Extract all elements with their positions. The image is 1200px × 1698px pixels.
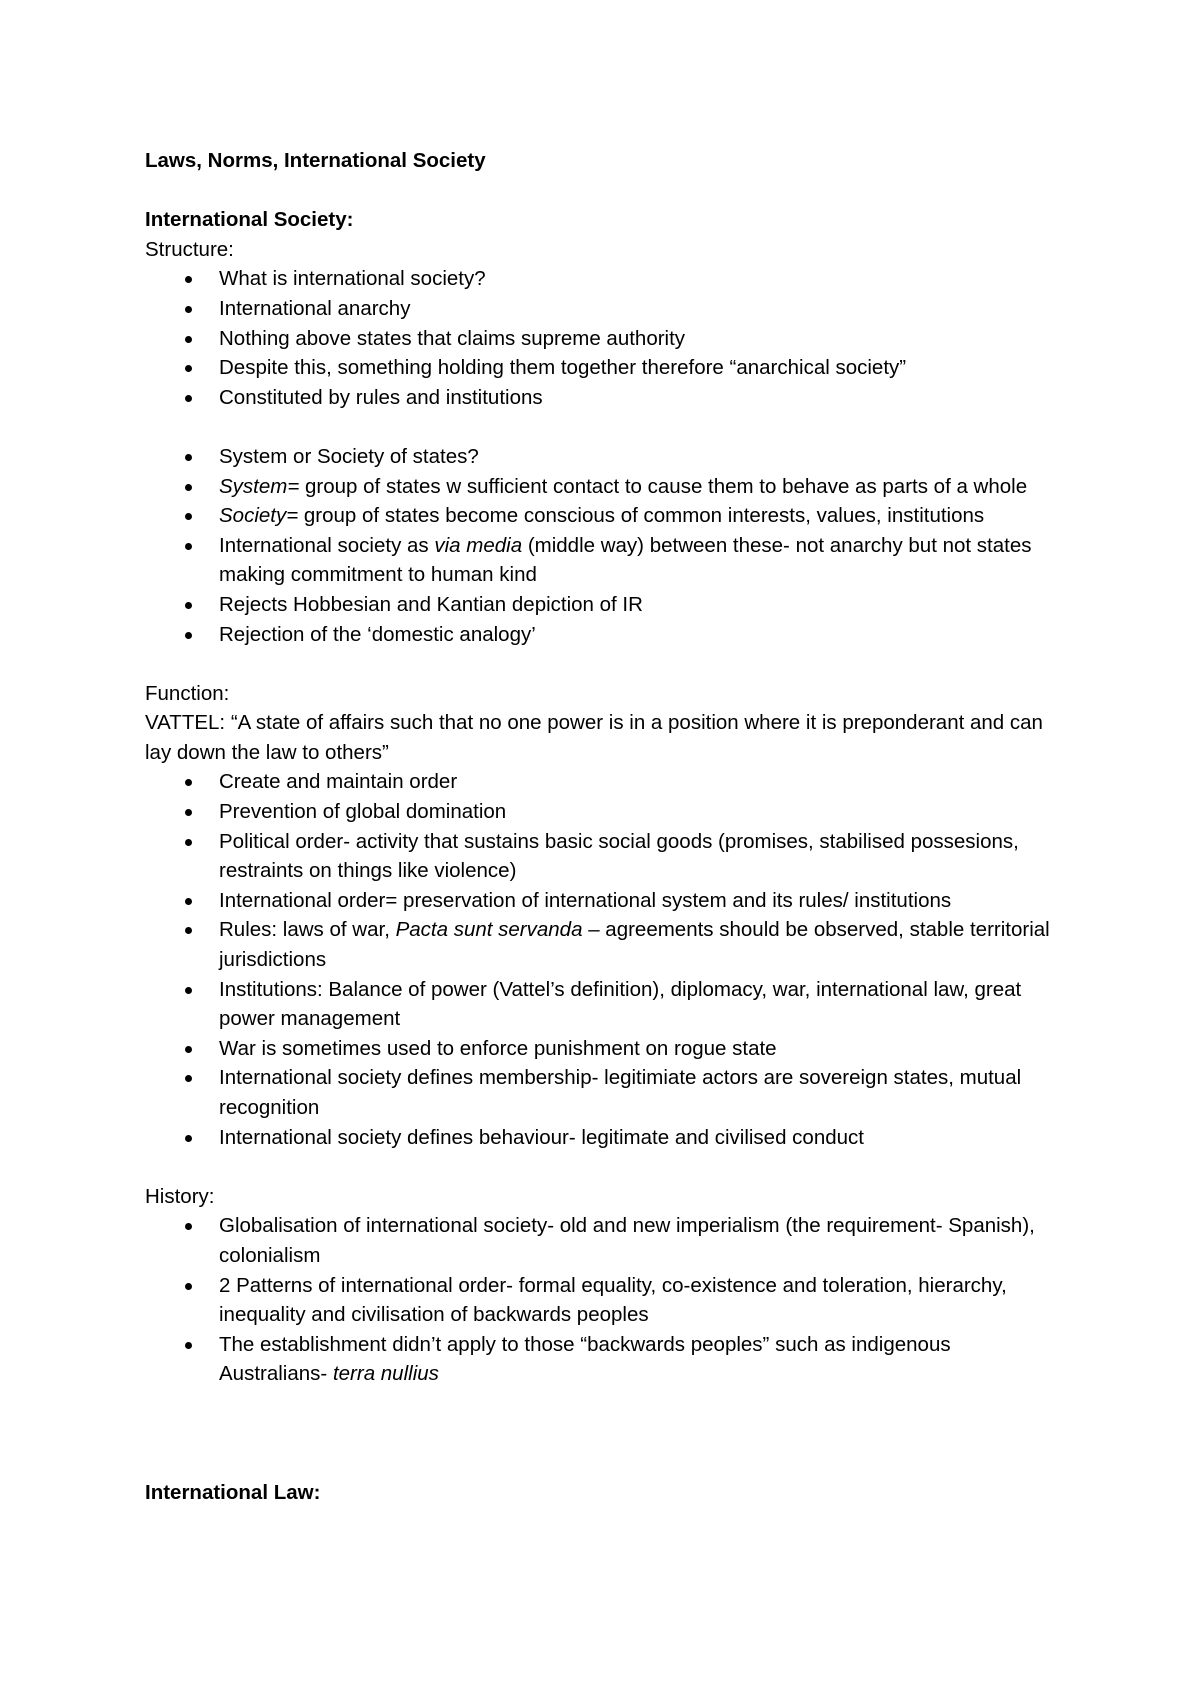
bullet-icon <box>185 632 192 639</box>
bullet-icon <box>185 779 192 786</box>
list-item: Society= group of states become conscious of common interests, values, institutions <box>145 501 1050 531</box>
list-item: Institutions: Balance of power (Vattel’s definition), diplomacy, war, international law, great power management <box>145 975 1050 1034</box>
section-heading-international-society: International Society: <box>145 208 354 232</box>
blank-line <box>145 1152 1050 1182</box>
bullet-icon <box>185 395 192 402</box>
list-item: Create and maintain order <box>145 767 1050 797</box>
list-item: Constituted by rules and institutions <box>145 383 1050 413</box>
bullet-icon <box>185 987 192 994</box>
bullet-icon <box>185 898 192 905</box>
list-item: Rejection of the ‘domestic analogy’ <box>145 620 1050 650</box>
blank-line <box>145 1389 1050 1419</box>
bullet-icon <box>185 336 192 343</box>
blank-line <box>145 1419 1050 1449</box>
function-list <box>145 767 1050 1152</box>
bullet-icon <box>185 1283 192 1290</box>
list-item: Political order- activity that sustains basic social goods (promises, stabilised possesions, restraints on things like violence) <box>145 827 1050 886</box>
document-title: Laws, Norms, International Society <box>145 149 486 172</box>
bullet-icon <box>185 365 192 372</box>
list-item: Prevention of global domination <box>145 797 1050 827</box>
bullet-icon <box>185 306 192 313</box>
bullet-icon <box>185 809 192 816</box>
bullet-icon <box>185 1223 192 1230</box>
structure-list-1 <box>145 264 1050 412</box>
bullet-icon <box>185 513 192 520</box>
vattel-quote: VATTEL: “A state of affairs such that no one power is in a position where it is preponderant and can lay down the law to others” <box>145 711 1043 764</box>
list-item: Rules: laws of war, Pacta sunt servanda – agreements should be observed, stable territorial jurisdictions <box>145 915 1050 974</box>
bullet-icon <box>185 276 192 283</box>
subheading-structure: Structure: <box>145 237 234 261</box>
list-item: War is sometimes used to enforce punishment on rogue state <box>145 1034 1050 1064</box>
bullet-icon <box>185 1046 192 1053</box>
list-item: System= group of states w sufficient contact to cause them to behave as parts of a whole <box>145 472 1050 502</box>
list-item: System or Society of states? <box>145 442 1050 472</box>
list-item: What is international society? <box>145 264 1050 294</box>
bullet-icon <box>185 927 192 934</box>
subheading-history: History: <box>145 1184 215 1208</box>
bullet-icon <box>185 454 192 461</box>
list-item: 2 Patterns of international order- formal equality, co-existence and toleration, hierarchy, inequality and civilisation of backwards peoples <box>145 1271 1050 1330</box>
bullet-icon <box>185 1075 192 1082</box>
list-item: The establishment didn’t apply to those “backwards peoples” such as indigenous Australians- terra nullius <box>145 1330 1050 1389</box>
list-item: International society as via media (middle way) between these- not anarchy but not states making commitment to human kind <box>145 531 1050 590</box>
list-item: International society defines behaviour- legitimate and civilised conduct <box>145 1123 1050 1153</box>
blank-line <box>145 176 1050 206</box>
list-item: Nothing above states that claims supreme authority <box>145 324 1050 354</box>
bullet-icon <box>185 1342 192 1349</box>
bullet-icon <box>185 839 192 846</box>
list-item: Rejects Hobbesian and Kantian depiction of IR <box>145 590 1050 620</box>
bullet-icon <box>185 1135 192 1142</box>
blank-line <box>145 649 1050 679</box>
section-heading-international-law: International Law: <box>145 1480 321 1504</box>
blank-line <box>145 412 1050 442</box>
list-item: International order= preservation of international system and its rules/ institutions <box>145 886 1050 916</box>
list-item: Globalisation of international society- old and new imperialism (the requirement- Spanish), colonialism <box>145 1211 1050 1270</box>
structure-list-2 <box>145 442 1050 649</box>
subheading-function: Function: <box>145 681 230 705</box>
bullet-icon <box>185 484 192 491</box>
blank-line <box>145 1448 1050 1478</box>
bullet-icon <box>185 602 192 609</box>
list-item: International society defines membership- legitimiate actors are sovereign states, mutual recognition <box>145 1063 1050 1122</box>
list-item: International anarchy <box>145 294 1050 324</box>
history-list <box>145 1211 1050 1389</box>
list-item: Despite this, something holding them together therefore “anarchical society” <box>145 353 1050 383</box>
bullet-icon <box>185 543 192 550</box>
